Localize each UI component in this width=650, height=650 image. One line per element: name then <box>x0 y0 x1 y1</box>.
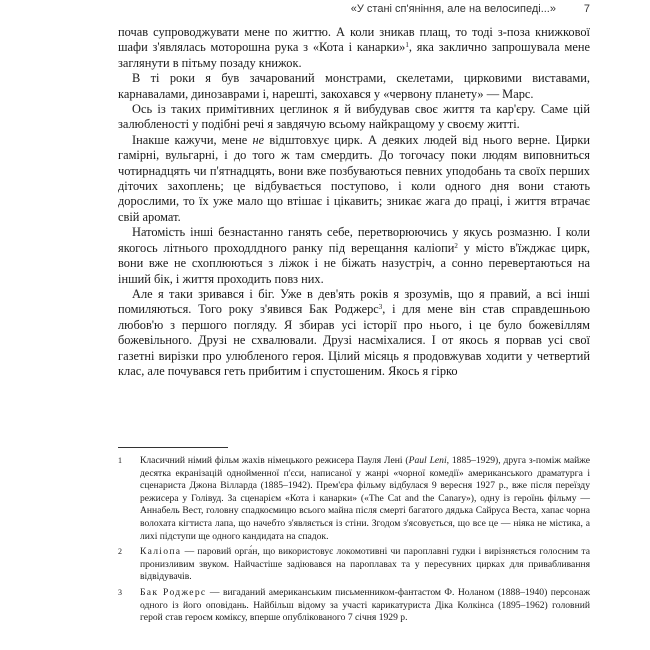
footnote <box>118 587 590 625</box>
paragraph: В ті роки я був зачарований монстрами, скелетами, цирковими виставами, карнавалами, динозаврами і, нарешті, закохався у «червону планету» — Марс. <box>118 71 590 101</box>
text-run: , яка заклично запрошувала мене заглянути в пітьму позаду книжок. <box>118 40 590 70</box>
footnote-ref: 3 <box>378 303 383 312</box>
text-run: — паровий орга́н, що використовує локомотивні чи пароплавні гудки і вирізняється голосним та пронизливим звуком. Найчастіше задіювався на пароплавах та у пересувних цирках для привабливання відвідувачів. <box>140 546 590 583</box>
emphasis: не <box>252 132 265 147</box>
text-run: Інакше кажучи, мене <box>132 132 253 147</box>
text-run: , 1885–1929), друга з-поміж майже десятка екранізацій однойменної п'єси, написаної у жанрі «чорної комедії» американського драматурга і сценариста Джона Вілларда (1885–1942). Прем'єра фільму відбулася 9 вересня 1927 р., вже після переїзду режисера у Голівуд. За сценарієм «Кота і канарки» («The Cat and the Canary»), одну із героїнь фільму — Аннабель Вест, головну спадкоємицю всього майна після смерті багатого дядька Сайруса Веста, хапає чорна волохата кігтиста лапа, що начебто з'являється із стіни. Згодом з'ясовується, що все це — ніяка не містика, а лихі підступи ще одного кандидата на спадок. <box>140 455 590 542</box>
text-run: , і для мене він став справдешньою любов'ю з першого погляду. Я збирав усі історії про нього, і це було божевіллям божевільного. Друзі не схвалювали. Друзі насміхалися. І от якось я порвав усі свої газетні вирізки про улюбленого героя. Цілий місяць я продовжував ходити у четвертий клас, але почувався геть прибитим і спустошеним. Якось я гірко <box>118 302 590 378</box>
footnote <box>118 546 590 584</box>
text-run: відштовхує цирк. А деяких людей від нього верне. Цирки гамірні, вульгарні, і до того ж там смердить. До тогочасу поки людям виповниться чотирнадцять чи п'ятнадцять, вони вже позбуваються певних уподобань та своїх перших діточих захоплень; це відбувається поступово, і коли одного дня вони стають дорослими, то їх уже мало що втішає і цікавить; зникає жага до праці, і життя втрачає свій аромат. <box>118 132 590 224</box>
text-run: — вигаданий американським письменником-фантастом Ф. Ноланом (1888–1940) персонаж одного із його оповідань. Найбільш відому за участі карикатуриста Діка Колкінса (1895–1962) головний герой став героєм коміксу, вперше опублікованого 7 січня 1929 р. <box>140 586 590 624</box>
footnote-text <box>140 455 590 543</box>
paragraph: Ось із таких примітивних цеглинок я й вибудував своє життя та кар'єру. Саме цій залюбленості у подібні речі я завдячую всьому найкращому у своєму житті. <box>118 102 590 132</box>
emphasis: Paul Leni <box>408 455 447 466</box>
paragraph <box>118 133 590 225</box>
text-run: Натомість інші безнастанно ганять себе, перетворюючись у якусь розмазню. І коли якогось літнього проходлдного ранку під верещання каліопи <box>118 225 590 255</box>
paragraph <box>118 225 590 287</box>
footnote-mark: 2 <box>118 547 122 557</box>
text-run: у місто в'їжджає цирк, вони вже не схоплюються з ліжок і не біжать назустріч, а сонно перевертаються на інший бік, і життя проходить повз них. <box>118 240 590 286</box>
footnote-text <box>140 587 590 625</box>
page-number: 7 <box>583 3 590 15</box>
running-title: «У стані сп'яніння, але на велосипеді...» <box>350 3 556 15</box>
footnote <box>118 455 590 543</box>
running-header <box>118 3 590 19</box>
footnote-ref: 1 <box>405 41 409 50</box>
footnote-term: Каліопа <box>140 546 182 558</box>
footnote-term: Бак Роджерс <box>140 586 207 598</box>
footnote-divider <box>118 447 228 448</box>
footnotes <box>118 455 590 628</box>
text-run: почав супроводжувати мене по життю. А коли зникав плащ, то тоді з-поза книжкової шафи з'являлась моторошна рука з «Кота і канарки» <box>118 25 590 55</box>
paragraph <box>118 287 590 379</box>
paragraph <box>118 25 590 71</box>
footnote-mark: 3 <box>118 587 122 597</box>
main-text <box>118 25 590 379</box>
footnote-text <box>140 546 590 584</box>
footnote-mark: 1 <box>118 456 122 465</box>
text-run: Але я таки зривався і біг. Уже в дев'ять років я зрозумів, що я правий, а всі інші помиляються. Того року з'явився Бак Роджерс <box>118 286 590 317</box>
text-run: Класичний німий фільм жахів німецького режисера Пауля Лені ( <box>140 455 409 466</box>
footnote-ref: 2 <box>454 241 458 250</box>
